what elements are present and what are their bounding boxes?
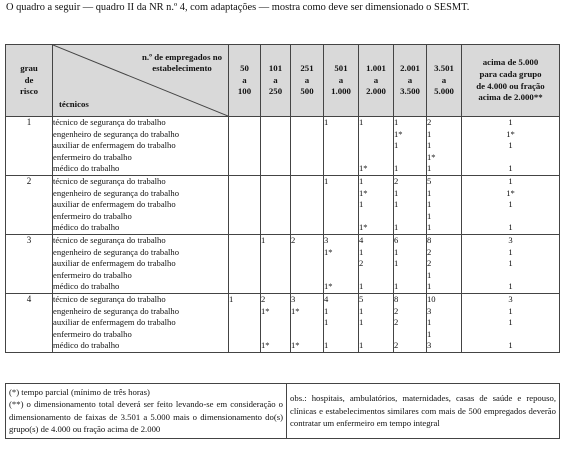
- count-cell: [261, 117, 291, 176]
- count-value: [261, 317, 290, 329]
- count-value: [359, 129, 393, 141]
- count-value: [229, 235, 260, 247]
- count-value: 1*: [291, 305, 300, 316]
- count-cell: [427, 234, 462, 293]
- count-value: 1: [508, 175, 513, 186]
- header-acima-line: de 4.000 ou fração: [476, 80, 545, 91]
- intro-text: O quadro a seguir — quadro II da NR n.º 4, com adaptações — mostra como deve ser dimensionado o SESMT.: [6, 2, 470, 13]
- count-value: 1*: [324, 281, 333, 292]
- header-range-line: 250: [268, 86, 283, 97]
- count-cell: [261, 234, 291, 293]
- count-value: 1: [359, 246, 364, 257]
- count-value: 1*: [506, 187, 515, 198]
- count-value: [359, 270, 393, 282]
- grau-cell: 4: [6, 293, 53, 352]
- count-cell: [291, 175, 324, 234]
- count-value: 2: [394, 340, 399, 351]
- header-grau: [6, 45, 53, 117]
- count-cell: [394, 175, 427, 234]
- count-value: 1: [427, 210, 432, 221]
- tecnico-label: técnico de segurança do trabalho: [53, 117, 166, 127]
- count-value: 1: [324, 175, 329, 186]
- header-range-line: 3.500: [400, 86, 420, 97]
- count-value: 2: [427, 246, 432, 257]
- count-value: [261, 222, 290, 234]
- header-range-line: 2.001: [400, 63, 420, 74]
- count-value: [462, 329, 559, 341]
- count-value: 1: [359, 175, 364, 186]
- count-cell: [462, 117, 560, 176]
- count-value: [229, 281, 260, 293]
- tecnico-label: médico do trabalho: [53, 340, 120, 351]
- count-value: [291, 199, 323, 211]
- tecnico-label: enfermeiro do trabalho: [53, 151, 132, 162]
- header-range-line: 1.000: [331, 86, 351, 97]
- header-range-line: a: [242, 74, 247, 85]
- count-value: 1: [394, 163, 399, 174]
- count-value: 1: [427, 222, 432, 233]
- count-value: 1*: [291, 340, 300, 351]
- count-value: [229, 163, 260, 175]
- count-value: [229, 222, 260, 234]
- count-value: 1: [508, 340, 513, 351]
- count-cell: [261, 175, 291, 234]
- grau-cell: 2: [6, 175, 53, 234]
- count-value: 1*: [359, 187, 368, 198]
- header-range-line: 101: [268, 63, 283, 74]
- count-value: [229, 211, 260, 223]
- count-value: 2: [394, 175, 399, 186]
- count-value: [324, 188, 358, 200]
- count-cell: [291, 117, 324, 176]
- count-value: 3: [427, 340, 432, 351]
- count-value: [394, 329, 426, 341]
- count-value: [291, 317, 323, 329]
- tecnicos-cell: [53, 293, 229, 352]
- count-cell: [229, 234, 261, 293]
- count-value: [291, 176, 323, 188]
- count-value: 1: [508, 117, 513, 127]
- count-value: 1: [359, 317, 364, 328]
- note-tempo-parcial: (*) tempo parcial (mínimo de três horas): [9, 387, 150, 397]
- count-value: [229, 317, 260, 329]
- count-value: [229, 152, 260, 164]
- tecnico-label: médico do trabalho: [53, 222, 120, 233]
- count-value: 2: [291, 234, 296, 245]
- count-value: 1: [508, 281, 513, 292]
- header-range-line: 501: [334, 63, 348, 74]
- count-value: 3: [508, 293, 513, 304]
- header-diagonal-cell: [53, 45, 229, 117]
- count-cell: [462, 234, 560, 293]
- count-cell: [291, 234, 324, 293]
- count-value: [324, 211, 358, 223]
- count-value: [229, 117, 260, 129]
- count-value: 1: [324, 305, 329, 316]
- count-value: [324, 129, 358, 141]
- header-acima-line: acima de 5.000: [482, 57, 539, 68]
- count-value: [261, 247, 290, 259]
- count-value: 1: [359, 281, 364, 292]
- header-range: [394, 45, 427, 117]
- count-value: 1: [508, 305, 513, 316]
- count-cell: [427, 175, 462, 234]
- count-value: 1: [427, 187, 432, 198]
- header-grau-line: de: [24, 74, 34, 85]
- table-header-row: [6, 45, 560, 117]
- count-value: [261, 176, 290, 188]
- count-value: 3: [291, 293, 296, 304]
- count-cell: [359, 175, 394, 234]
- count-value: 5: [359, 293, 364, 304]
- count-value: [324, 163, 358, 175]
- count-value: 3: [508, 234, 513, 245]
- count-cell: [359, 234, 394, 293]
- risk-group-row: [6, 234, 560, 293]
- count-value: 3: [324, 234, 329, 245]
- count-value: 1: [427, 163, 432, 174]
- count-value: [229, 188, 260, 200]
- sesmt-table: [5, 44, 560, 353]
- risk-group-row: [6, 117, 560, 176]
- count-value: [291, 247, 323, 259]
- count-cell: [229, 117, 261, 176]
- count-cell: [261, 293, 291, 352]
- count-value: 1: [508, 246, 513, 257]
- count-value: 1: [427, 281, 432, 292]
- tecnico-label: médico do trabalho: [53, 281, 120, 292]
- count-value: [229, 199, 260, 211]
- count-value: [462, 152, 559, 164]
- grau-cell: 3: [6, 234, 53, 293]
- count-cell: [324, 234, 359, 293]
- header-grau-line: grau: [20, 63, 38, 74]
- count-value: 10: [427, 293, 436, 304]
- count-value: [261, 270, 290, 282]
- count-value: 8: [427, 234, 432, 245]
- header-range-line: a: [407, 74, 413, 85]
- tecnicos-cell: [53, 175, 229, 234]
- count-value: [261, 117, 290, 129]
- header-range-line: 500: [300, 86, 314, 97]
- count-value: [261, 258, 290, 270]
- header-acima-line: para cada grupo: [479, 68, 542, 79]
- count-value: 1*: [261, 305, 270, 316]
- count-value: 1: [508, 222, 513, 233]
- count-value: 6: [394, 234, 399, 245]
- header-empregados-line: estabelecimento: [152, 63, 212, 73]
- count-value: 1: [427, 140, 432, 151]
- count-cell: [427, 293, 462, 352]
- tecnico-label: técnico de segurança do trabalho: [53, 234, 166, 245]
- count-value: [324, 222, 358, 234]
- tecnico-label: enfermeiro do trabalho: [53, 328, 132, 339]
- header-range: [427, 45, 462, 117]
- count-value: 1: [394, 281, 399, 292]
- count-value: 1: [394, 246, 399, 257]
- header-grau-line: risco: [19, 86, 39, 97]
- tecnicos-cell: [53, 117, 229, 176]
- count-value: 1: [394, 140, 399, 151]
- risk-group-row: [6, 293, 560, 352]
- count-value: [261, 129, 290, 141]
- count-value: [462, 211, 559, 223]
- header-acima: [462, 45, 560, 117]
- header-tecnicos: técnicos: [59, 99, 89, 109]
- count-value: [229, 140, 260, 152]
- header-empregados: [142, 52, 222, 74]
- header-range-line: 3.501: [434, 63, 454, 74]
- count-value: [229, 258, 260, 270]
- tecnico-label: enfermeiro do trabalho: [53, 269, 132, 280]
- footer-notes: [6, 384, 287, 439]
- count-value: 1: [229, 293, 234, 304]
- count-value: 1: [427, 317, 432, 328]
- count-value: [291, 211, 323, 223]
- count-value: [324, 270, 358, 282]
- count-value: 1: [427, 199, 432, 210]
- count-value: 1: [508, 258, 513, 269]
- count-value: [291, 270, 323, 282]
- count-value: [291, 163, 323, 175]
- count-value: [324, 258, 358, 270]
- count-value: [291, 258, 323, 270]
- count-value: 1: [508, 163, 513, 174]
- count-cell: [394, 293, 427, 352]
- count-value: [229, 340, 260, 352]
- grau-cell: 1: [6, 117, 53, 176]
- footer-obs: obs.: hospitais, ambulatórios, maternidades, casas de saúde e repouso, clínicas e estabelecimentos similares com mais de 500 empregados deverão contratar um enfermeiro em tempo integral: [287, 384, 560, 439]
- count-value: [359, 329, 393, 341]
- header-range: [324, 45, 359, 117]
- table-body: [6, 117, 560, 353]
- count-cell: [291, 293, 324, 352]
- risk-group-row: [6, 175, 560, 234]
- tecnico-label: médico do trabalho: [53, 163, 120, 174]
- count-cell: [359, 293, 394, 352]
- count-value: 1: [324, 117, 329, 127]
- note-dimensionamento: (**) o dimensionamento total deverá ser feito levando-se em consideração o dimensionamento de faixas de 3.501 a 5.000 mais o dimensionamento do(s) grupo(s) de 4.000 ou fração acima de 2.000: [9, 399, 283, 435]
- header-range-line: 251: [300, 63, 314, 74]
- count-value: [394, 211, 426, 223]
- count-cell: [324, 117, 359, 176]
- count-cell: [324, 293, 359, 352]
- count-value: [291, 152, 323, 164]
- count-value: [229, 306, 260, 318]
- count-value: 1*: [359, 163, 368, 174]
- footer-table: [5, 383, 560, 439]
- count-value: 1: [359, 117, 364, 127]
- count-value: 1: [394, 199, 399, 210]
- tecnico-label: técnico de segurança do trabalho: [53, 175, 166, 186]
- count-value: 2: [261, 293, 266, 304]
- count-value: [261, 281, 290, 293]
- count-cell: [324, 175, 359, 234]
- count-value: [261, 188, 290, 200]
- count-value: [291, 140, 323, 152]
- count-value: 2: [394, 305, 399, 316]
- count-value: [324, 199, 358, 211]
- tecnico-label: auxiliar de enfermagem do trabalho: [53, 140, 176, 151]
- count-value: 1: [359, 340, 364, 351]
- count-value: [324, 152, 358, 164]
- count-value: 2: [394, 317, 399, 328]
- header-range: [261, 45, 291, 117]
- count-value: 1: [359, 199, 364, 210]
- tecnico-label: auxiliar de enfermagem do trabalho: [53, 199, 176, 210]
- count-value: 1: [324, 317, 329, 328]
- tecnicos-cell: [53, 234, 229, 293]
- count-value: [291, 222, 323, 234]
- count-value: [291, 281, 323, 293]
- count-value: 1*: [324, 246, 333, 257]
- header-range-line: a: [373, 74, 379, 85]
- count-value: 1*: [261, 340, 270, 351]
- header-range-line: a: [273, 74, 278, 85]
- count-value: [462, 270, 559, 282]
- count-value: [291, 188, 323, 200]
- count-value: [261, 199, 290, 211]
- count-value: 1: [427, 328, 432, 339]
- tecnico-label: engenheiro de segurança do trabalho: [53, 128, 179, 139]
- count-value: 8: [394, 293, 399, 304]
- count-value: [394, 270, 426, 282]
- count-value: [261, 163, 290, 175]
- count-value: 1*: [427, 151, 436, 162]
- header-range-line: 5.000: [434, 86, 454, 97]
- tecnico-label: técnico de segurança do trabalho: [53, 293, 166, 304]
- count-value: [359, 152, 393, 164]
- count-value: 1: [324, 340, 329, 351]
- count-value: 4: [324, 293, 329, 304]
- count-value: 1: [394, 222, 399, 233]
- count-cell: [462, 293, 560, 352]
- count-value: [291, 117, 323, 129]
- tecnico-label: engenheiro de segurança do trabalho: [53, 187, 179, 198]
- count-value: [229, 247, 260, 259]
- header-acima-line: acima de 2.000**: [478, 92, 543, 103]
- header-range-line: 1.001: [366, 63, 386, 74]
- count-value: 1: [394, 187, 399, 198]
- count-value: 3: [427, 305, 432, 316]
- count-value: 1: [508, 199, 513, 210]
- count-value: 1: [394, 258, 399, 269]
- header-range-line: a: [441, 74, 447, 85]
- count-cell: [229, 175, 261, 234]
- count-value: 1: [359, 305, 364, 316]
- tecnico-label: auxiliar de enfermagem do trabalho: [53, 258, 176, 269]
- header-range: [359, 45, 394, 117]
- count-value: [229, 176, 260, 188]
- count-value: 1: [508, 317, 513, 328]
- count-value: 1: [508, 140, 513, 151]
- count-value: [324, 140, 358, 152]
- count-value: 1: [427, 269, 432, 280]
- count-value: 2: [427, 117, 432, 127]
- count-value: 1*: [506, 128, 515, 139]
- count-value: [229, 129, 260, 141]
- header-range-line: a: [338, 74, 344, 85]
- count-cell: [462, 175, 560, 234]
- header-range: [229, 45, 261, 117]
- count-value: [291, 129, 323, 141]
- count-value: 1: [394, 117, 399, 127]
- count-value: [261, 211, 290, 223]
- count-cell: [394, 117, 427, 176]
- tecnico-label: enfermeiro do trabalho: [53, 210, 132, 221]
- count-value: [359, 211, 393, 223]
- count-value: [394, 152, 426, 164]
- count-value: 2: [359, 258, 364, 269]
- count-value: [229, 270, 260, 282]
- count-value: [291, 329, 323, 341]
- count-value: [261, 140, 290, 152]
- header-range-line: 50: [240, 63, 249, 74]
- count-value: 4: [359, 234, 364, 245]
- count-value: 1*: [394, 128, 403, 139]
- tecnico-label: engenheiro de segurança do trabalho: [53, 305, 179, 316]
- count-value: [359, 140, 393, 152]
- count-cell: [394, 234, 427, 293]
- count-value: 1: [261, 234, 266, 245]
- header-range-line: a: [304, 74, 310, 85]
- count-cell: [427, 117, 462, 176]
- header-range-line: 100: [237, 86, 252, 97]
- tecnico-label: auxiliar de enfermagem do trabalho: [53, 317, 176, 328]
- count-value: [261, 152, 290, 164]
- header-range: [291, 45, 324, 117]
- count-value: [324, 329, 358, 341]
- header-range-line: 2.000: [366, 86, 386, 97]
- count-cell: [229, 293, 261, 352]
- tecnico-label: engenheiro de segurança do trabalho: [53, 246, 179, 257]
- count-value: 2: [427, 258, 432, 269]
- footer-row: [6, 384, 560, 439]
- count-value: [229, 329, 260, 341]
- count-value: [261, 329, 290, 341]
- header-empregados-line: n.º de empregados no: [142, 52, 222, 62]
- count-value: 1: [427, 128, 432, 139]
- count-cell: [359, 117, 394, 176]
- count-value: 5: [427, 175, 432, 186]
- count-value: 1*: [359, 222, 368, 233]
